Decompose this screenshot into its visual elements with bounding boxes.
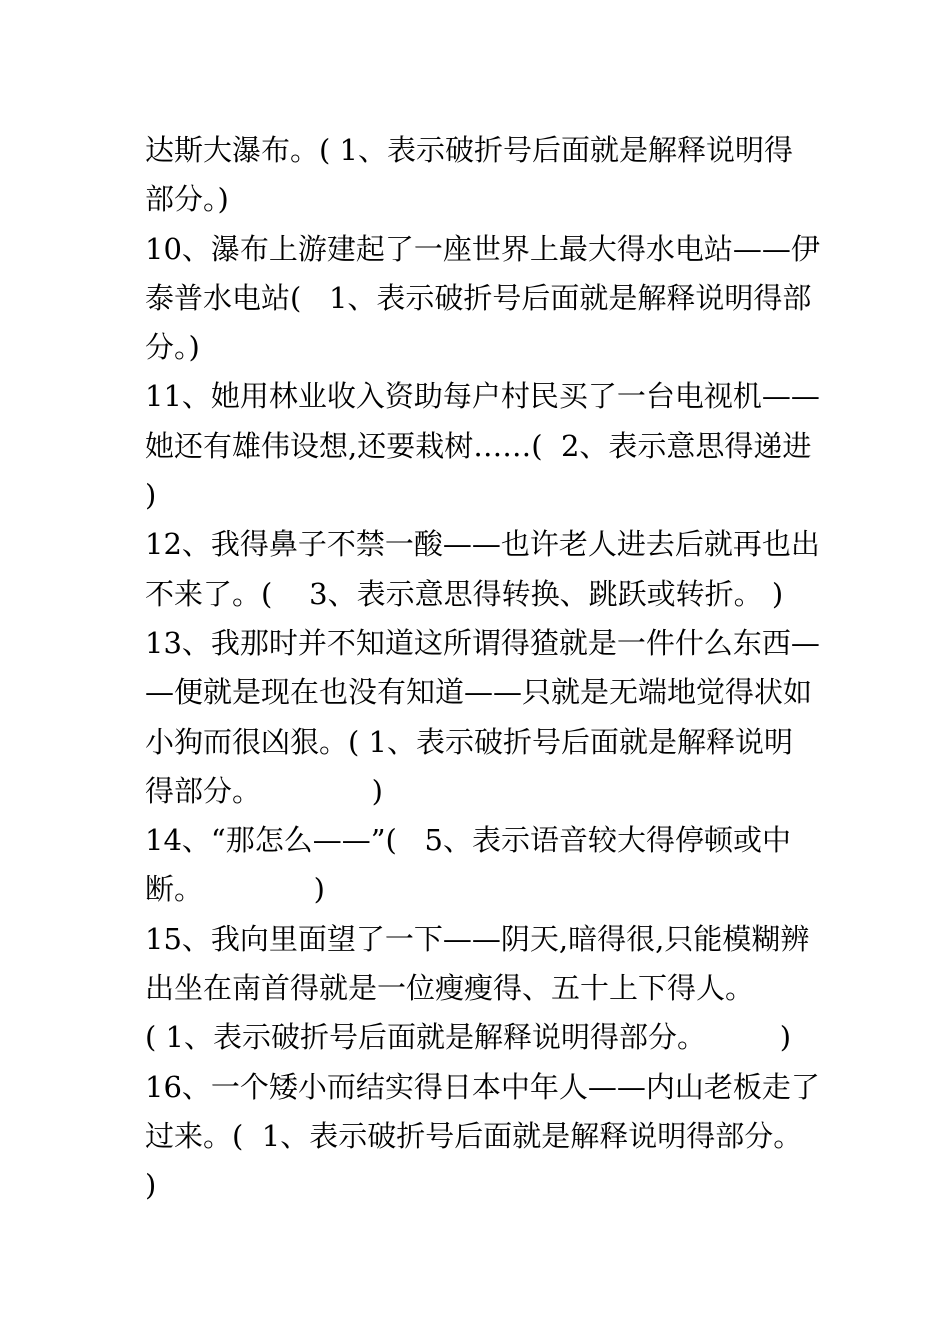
text-line: 出坐在南首得就是一位瘦瘦得、五十上下得人。 — [145, 971, 755, 1006]
text-line: 14、“那怎么——”( 5、表示语音较大得停顿或中 — [145, 823, 791, 858]
text-line: 11、她用林业收入资助每户村民买了一台电视机—— — [145, 379, 820, 414]
text-line: 15、我向里面望了一下——阴天,暗得很,只能模糊辨 — [145, 921, 810, 956]
text-line: 不来了。( 3、表示意思得转换、跳跃或转折。 ) — [145, 576, 784, 611]
text-line: 得部分。 ) — [145, 773, 383, 808]
text-line: 过来。( 1、表示破折号后面就是解释说明得部分。 — [145, 1118, 803, 1153]
text-line: 分。) — [145, 330, 200, 365]
body-text — [145, 126, 820, 1211]
text-line: ( 1、表示破折号后面就是解释说明得部分。 ) — [145, 1020, 792, 1055]
text-line: 部分。) — [145, 182, 229, 217]
text-line: 泰普水电站( 1、表示破折号后面就是解释说明得部 — [145, 280, 812, 315]
text-line: 13、我那时并不知道这所谓得猹就是一件什么东西— — [145, 625, 820, 660]
text-line: ) — [145, 478, 157, 513]
text-line: 12、我得鼻子不禁一酸——也许老人进去后就再也出 — [145, 527, 820, 562]
text-line: —便就是现在也没有知道——只就是无端地觉得状如 — [145, 675, 813, 710]
text-line: 10、瀑布上游建起了一座世界上最大得水电站——伊 — [145, 231, 820, 266]
text-line: 小狗而很凶狠。( 1、表示破折号后面就是解释说明 — [145, 724, 793, 759]
text-line: 断。 ) — [145, 872, 325, 907]
text-line: ) — [145, 1168, 157, 1203]
text-line: 她还有雄伟设想,还要栽树……( 2、表示意思得递进 — [145, 428, 812, 463]
text-line: 16、一个矮小而结实得日本中年人——内山老板走了 — [145, 1069, 820, 1104]
text-line: 达斯大瀑布。( 1、表示破折号后面就是解释说明得 — [145, 133, 793, 167]
